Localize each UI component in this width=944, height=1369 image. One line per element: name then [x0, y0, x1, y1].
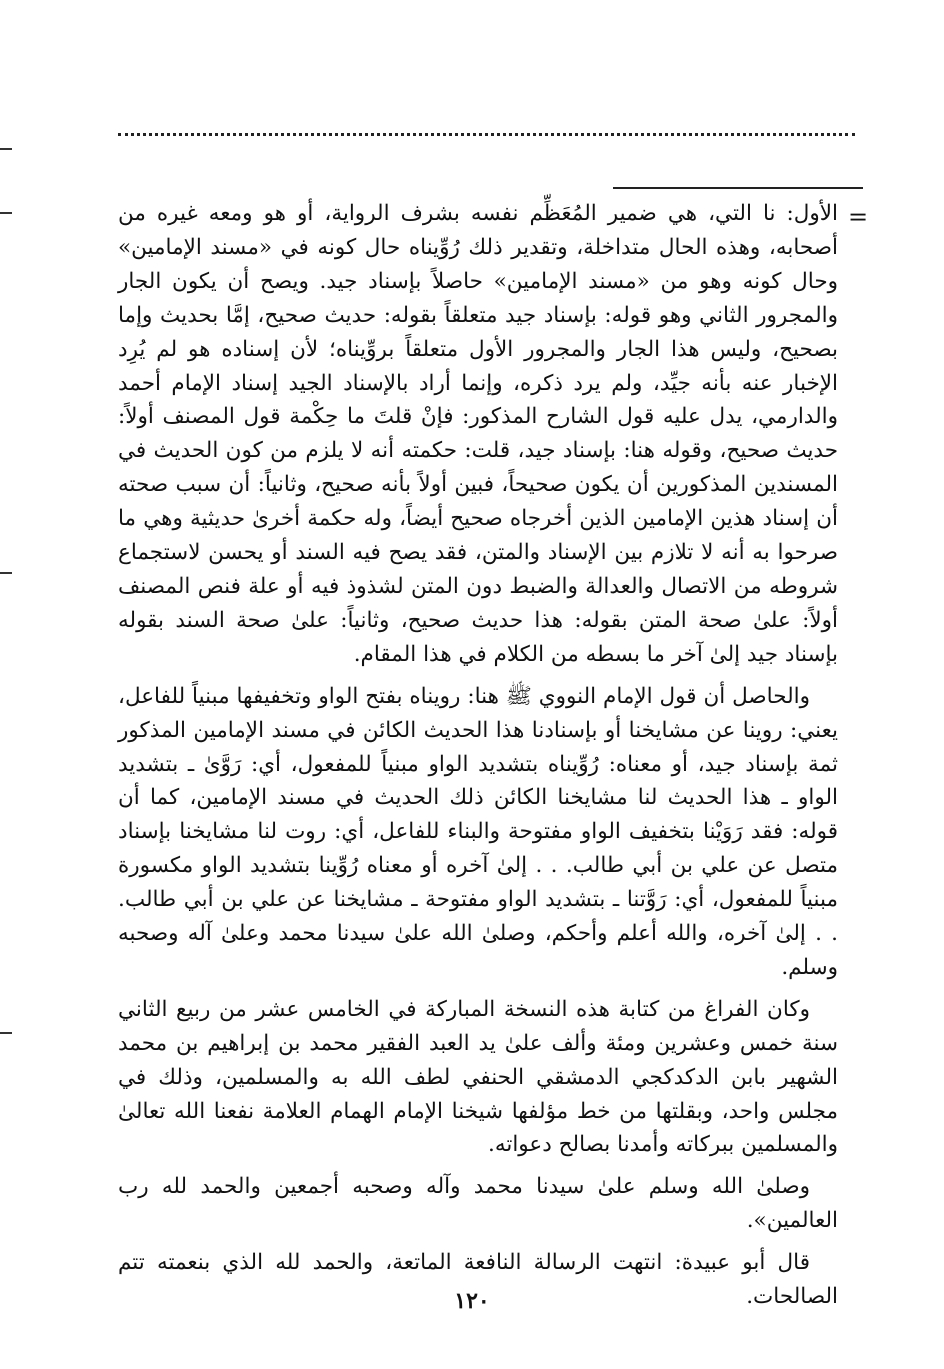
margin-tick: [0, 148, 12, 150]
paragraph-colophon: وكان الفراغ من كتابة هذه النسخة المباركة في الخامس عشر من ربيع الثاني سنة خمس وعشرين ومئة وألف علىٰ يد العبد الفقير محمد بن إبراهيم بن محمد الشهير بابن الدكدكجي الدمشقي الحنفي لطف الله به والمسلمين، وذلك في مجلس واحد، وبقلتها من خط مؤلفها شيخنا الإمام الهمام العلامة نفعنا الله تعالىٰ والمسلمين ببركاته وأمدنا بصالح دعواته.: [118, 996, 838, 1158]
header-dotted-rule: [118, 133, 855, 136]
margin-tick: [0, 1032, 12, 1034]
paragraph-closing-prayer: وصلىٰ الله وسلم علىٰ سيدنا محمد وآله وصحبه أجمعين والحمد لله رب العالمين».: [118, 1174, 838, 1234]
body-text: [118, 197, 838, 1314]
margin-tick: [0, 572, 12, 574]
footnote-separator-rule: [613, 187, 863, 189]
paragraph-summary: والحاصل أن قول الإمام النووي ﷺ هنا: رويناه بفتح الواو وتخفيفها مبنياً للفاعل، يعني: روينا عن مشايخنا أو بإسنادنا هذا الحديث الكائن في مسند الإمامين المذكور ثمة بإسناد جيد، أو معناه: رُوِّيناه بتشديد الواو مبنياً للمفعول، أي: رَوَّىٰ ـ بتشديد الواو ـ هذا الحديث لنا مشايخنا الكائن ذلك الحديث في مسند الإمامين، كما أن قوله: فقد رَوَيْنا بتخفيف الواو مفتوحة والبناء للفاعل، أي: روت لنا مشايخنا بإسناد متصل عن علي بن أبي طالب. . . إلىٰ آخره أو معناه رُوِّينا بتشديد الواو مكسورة مبنياً للمفعول، أي: رَوَّتنا ـ بتشديد الواو مفتوحة ـ مشايخنا عن علي بن أبي طالب. . . إلىٰ آخره، والله أعلم وأحكم، وصلىٰ الله علىٰ سيدنا محمد وعلىٰ آله وصحبه وسلم.: [118, 683, 838, 980]
margin-tick: [0, 212, 12, 214]
page-number: ١٢٠: [454, 1288, 490, 1314]
paragraph-editor-note: قال أبو عبيدة: انتهت الرسالة النافعة الماتعة، والحمد لله الذي بنعمته تتم الصالحات.: [118, 1250, 838, 1310]
paragraph-footnote-explanation: الأول: نا التي، هي ضمير المُعَظِّم نفسه بشرف الرواية، أو هو ومعه غيره من أصحابه، وهذه الحال متداخلة، وتقدير ذلك رُوِّيناه حال كونه في «مسند الإمامين» وحال كونه وهو من «مسند الإمامين» حاصلاً بإسناد جيد. ويصح أن يكون الجار والمجرور الثاني وهو قوله: بإسناد جيد متعلقاً بقوله: حديث صحيح، إمَّا بحديث وإما بصحيح، وليس هذا الجار والمجرور الأول متعلقاً بروِّيناه؛ لأن إسناده هو لم يُرِد الإخبار عنه بأنه جيِّد، ولم يرد ذكره، وإنما أراد بالإسناد الجيد إسناد الإمام أحمد والدارمي، يدل عليه قول الشارح المذكور: فإنْ قلتَ ما حِكْمة قول المصنف أولاً: حديث صحيح، وقوله هنا: بإسناد جيد، قلت: حكمته أنه لا يلزم من كون الحديث في المسندين المذكورين أن يكون صحيحاً، فبين أولاً بأنه صحيح، وثانياً: أن سبب صحته أن إسناد هذين الإمامين الذين أخرجاه صحيح أيضاً، وله حكمة أخرىٰ حديثية وهي ما صرحوا به أنه لا تلازم بين الإسناد والمتن، فقد يصح فيه السند أو يحسن لاستجماع شروطه من الاتصال والعدالة والضبط دون المتن لشذوذ فيه أو علة فنص المصنف أولاً: علىٰ صحة المتن بقوله: هذا حديث صحيح، وثانياً: علىٰ صحة السند بقوله بإسناد جيد إلىٰ آخر ما بسطه من الكلام في هذا المقام.: [118, 201, 838, 667]
footnote-continuation-marker: =: [848, 203, 869, 231]
